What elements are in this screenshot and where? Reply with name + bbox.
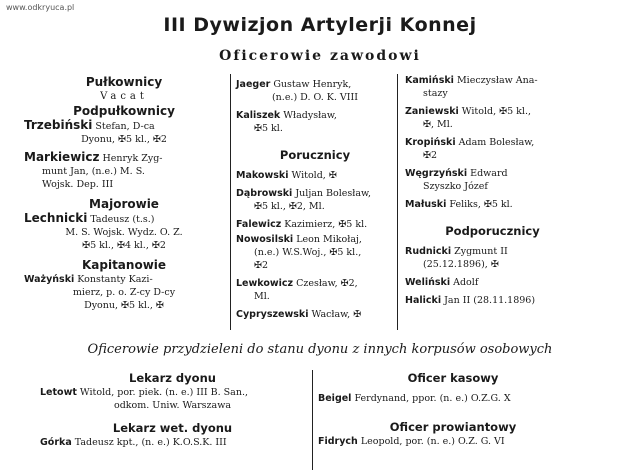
officer-detail: Leon Mikołaj, bbox=[293, 234, 362, 245]
column-right bbox=[405, 74, 580, 307]
officer-name: Halicki bbox=[405, 295, 442, 306]
officer-name: Markiewicz bbox=[24, 150, 100, 164]
officer-name: Fidrych bbox=[318, 436, 358, 447]
heading-oficer-prowiantowy: Oficer prowiantowy bbox=[389, 420, 517, 434]
entry-rudnicki bbox=[405, 245, 580, 271]
officer-detail: stazy bbox=[423, 88, 448, 99]
officer-detail: ✠2 bbox=[423, 150, 438, 161]
entry-letowt bbox=[40, 386, 305, 412]
officer-detail: Władysław, bbox=[280, 110, 337, 121]
officer-detail: Mieczysław Ana- bbox=[453, 75, 538, 86]
officer-name: Beigel bbox=[318, 393, 352, 404]
officer-detail: munt Jan, (n.e.) M. S. bbox=[42, 166, 145, 177]
officer-name: Makowski bbox=[236, 170, 289, 181]
entry-markiewicz bbox=[24, 151, 224, 191]
page-subtitle: Oficerowie zawodowi bbox=[219, 48, 421, 64]
officer-name: Zaniewski bbox=[405, 106, 459, 117]
officer-detail: Feliks, ✠5 kl. bbox=[446, 199, 513, 210]
heading-pulkownicy: Pułkownicy bbox=[85, 75, 163, 89]
officer-name: Lechnicki bbox=[24, 211, 88, 225]
officer-detail: ✠, Ml. bbox=[423, 119, 453, 130]
officer-name: Dąbrowski bbox=[236, 188, 293, 199]
heading-lekarz-dyonu: Lekarz dyonu bbox=[129, 371, 216, 385]
heading-kapitanowie: Kapitanowie bbox=[81, 258, 167, 272]
officer-detail: Juljan Bolesław, bbox=[292, 188, 372, 199]
officer-detail: Wojsk. Dep. III bbox=[42, 179, 114, 190]
officer-name: Jaeger bbox=[236, 79, 271, 90]
column-left bbox=[24, 74, 224, 312]
bottom-left-block bbox=[40, 370, 305, 449]
heading-oficer-kasowy: Oficer kasowy bbox=[407, 371, 499, 385]
entry-lechnicki bbox=[24, 212, 224, 252]
officer-detail: (n.e.) W.S.Woj., ✠5 kl., bbox=[254, 247, 362, 258]
officer-detail: Ml. bbox=[254, 291, 270, 302]
officer-name: Weliński bbox=[405, 277, 451, 288]
entry-wegrzynski bbox=[405, 167, 580, 193]
heading-lekarz-wet: Lekarz wet. dyonu bbox=[112, 421, 233, 435]
officer-detail: Gustaw Henryk, bbox=[270, 79, 352, 90]
officer-name: Górka bbox=[40, 437, 72, 448]
heading-majorowie: Majorowie bbox=[89, 197, 159, 211]
entry-jaeger bbox=[236, 78, 394, 104]
officer-name: Lewkowicz bbox=[236, 278, 294, 289]
officer-detail: Adolf bbox=[450, 277, 479, 288]
officer-name: Węgrzyński bbox=[405, 168, 468, 179]
entry-makowski bbox=[236, 169, 394, 182]
officer-detail: Ferdynand, ppor. (n. e.) O.Z.G. X bbox=[351, 393, 511, 404]
officer-detail: Jan II (28.11.1896) bbox=[441, 295, 536, 306]
officer-detail: Leopold, por. (n. e.) O.Z. G. VI bbox=[357, 436, 505, 447]
entry-dabrowski bbox=[236, 187, 394, 213]
entry-maluski bbox=[405, 198, 580, 211]
officer-name: Letowt bbox=[40, 387, 77, 398]
officer-detail: Edward bbox=[467, 168, 508, 179]
officer-name: Rudnicki bbox=[405, 246, 452, 257]
page-title: III Dywizjon Artylerji Konnej bbox=[163, 14, 477, 36]
heading-podpulkownicy: Podpułkownicy bbox=[73, 104, 175, 118]
entry-fidrych bbox=[318, 435, 588, 448]
entry-welinski bbox=[405, 276, 580, 289]
column-divider-right bbox=[397, 74, 398, 330]
entry-kaliszek bbox=[236, 109, 394, 135]
officer-name: Małuski bbox=[405, 199, 447, 210]
officer-detail: M. S. Wojsk. Wydz. O. Z. bbox=[65, 227, 183, 238]
officer-detail: Wacław, ✠ bbox=[308, 309, 362, 320]
officer-detail: Adam Bolesław, bbox=[455, 137, 535, 148]
officer-detail: Witold, ✠ bbox=[288, 170, 337, 181]
section-heading: Oficerowie przydzieleni do stanu dyonu z innych korpusów osobowych bbox=[87, 342, 553, 357]
officer-detail: Dyonu, ✠5 kl., ✠2 bbox=[81, 134, 167, 145]
officer-detail: Dyonu, ✠5 kl., ✠ bbox=[84, 300, 164, 311]
officer-detail: Czesław, ✠2, bbox=[293, 278, 358, 289]
column-divider-left bbox=[230, 74, 231, 330]
officer-detail: Konstanty Kazi- bbox=[74, 274, 153, 285]
officer-detail: Zygmunt II bbox=[451, 246, 508, 257]
officer-detail: mierz, p. o. Z-cy D-cy bbox=[72, 287, 176, 298]
officer-detail: ✠5 kl. bbox=[254, 123, 283, 134]
column-middle bbox=[236, 78, 394, 321]
entry-lewkowicz bbox=[236, 277, 394, 303]
officer-detail: Stefan, D-ca bbox=[92, 121, 155, 132]
officer-detail: Kazimierz, ✠5 kl. bbox=[281, 219, 368, 230]
entry-falewicz bbox=[236, 218, 394, 231]
officer-name: Trzebiński bbox=[24, 118, 93, 132]
officer-name: Cypryszewski bbox=[236, 309, 309, 320]
heading-porucznicy: Porucznicy bbox=[279, 148, 351, 162]
heading-podporucznicy: Podporucznicy bbox=[445, 224, 540, 238]
entry-kaminski bbox=[405, 74, 580, 100]
officer-detail: odkom. Uniw. Warszawa bbox=[113, 400, 231, 411]
officer-detail: ✠2 bbox=[254, 260, 269, 271]
entry-nowosilski bbox=[236, 233, 394, 272]
officer-name: Falewicz bbox=[236, 219, 282, 230]
watermark: www.odkryuca.pl bbox=[6, 3, 75, 12]
vacat-label: Vacat bbox=[100, 91, 148, 102]
officer-name: Ważyński bbox=[24, 274, 75, 285]
officer-detail: Henryk Zyg- bbox=[99, 153, 163, 164]
entry-halicki bbox=[405, 294, 580, 307]
officer-detail: (25.12.1896), ✠ bbox=[423, 259, 499, 270]
officer-detail: Szyszko Józef bbox=[423, 181, 488, 192]
entry-cypryszewski bbox=[236, 308, 394, 321]
officer-detail: ✠5 kl., ✠4 kl., ✠2 bbox=[82, 240, 166, 251]
bottom-divider bbox=[312, 370, 313, 470]
entry-trzebinski bbox=[24, 119, 224, 146]
entry-kropinski bbox=[405, 136, 580, 162]
officer-detail: (n.e.) D. O. K. VIII bbox=[271, 92, 359, 103]
officer-detail: Tadeusz (t.s.) bbox=[87, 214, 155, 225]
entry-zaniewski bbox=[405, 105, 580, 131]
officer-name: Kaliszek bbox=[236, 110, 281, 121]
officer-detail: Witold, ✠5 kl., bbox=[458, 106, 531, 117]
officer-name: Kropiński bbox=[405, 137, 456, 148]
officer-detail: Tadeusz kpt., (n. e.) K.O.S.K. III bbox=[71, 437, 227, 448]
entry-wazynski bbox=[24, 273, 224, 312]
officer-name: Kamiński bbox=[405, 75, 454, 86]
officer-detail: Witold, por. piek. (n. e.) III B. San., bbox=[76, 387, 248, 398]
officer-name: Nowosilski bbox=[236, 234, 294, 245]
bottom-right-block bbox=[318, 370, 588, 448]
entry-gorka bbox=[40, 436, 305, 449]
entry-beigel bbox=[318, 392, 588, 405]
officer-detail: ✠5 kl., ✠2, Ml. bbox=[254, 201, 325, 212]
